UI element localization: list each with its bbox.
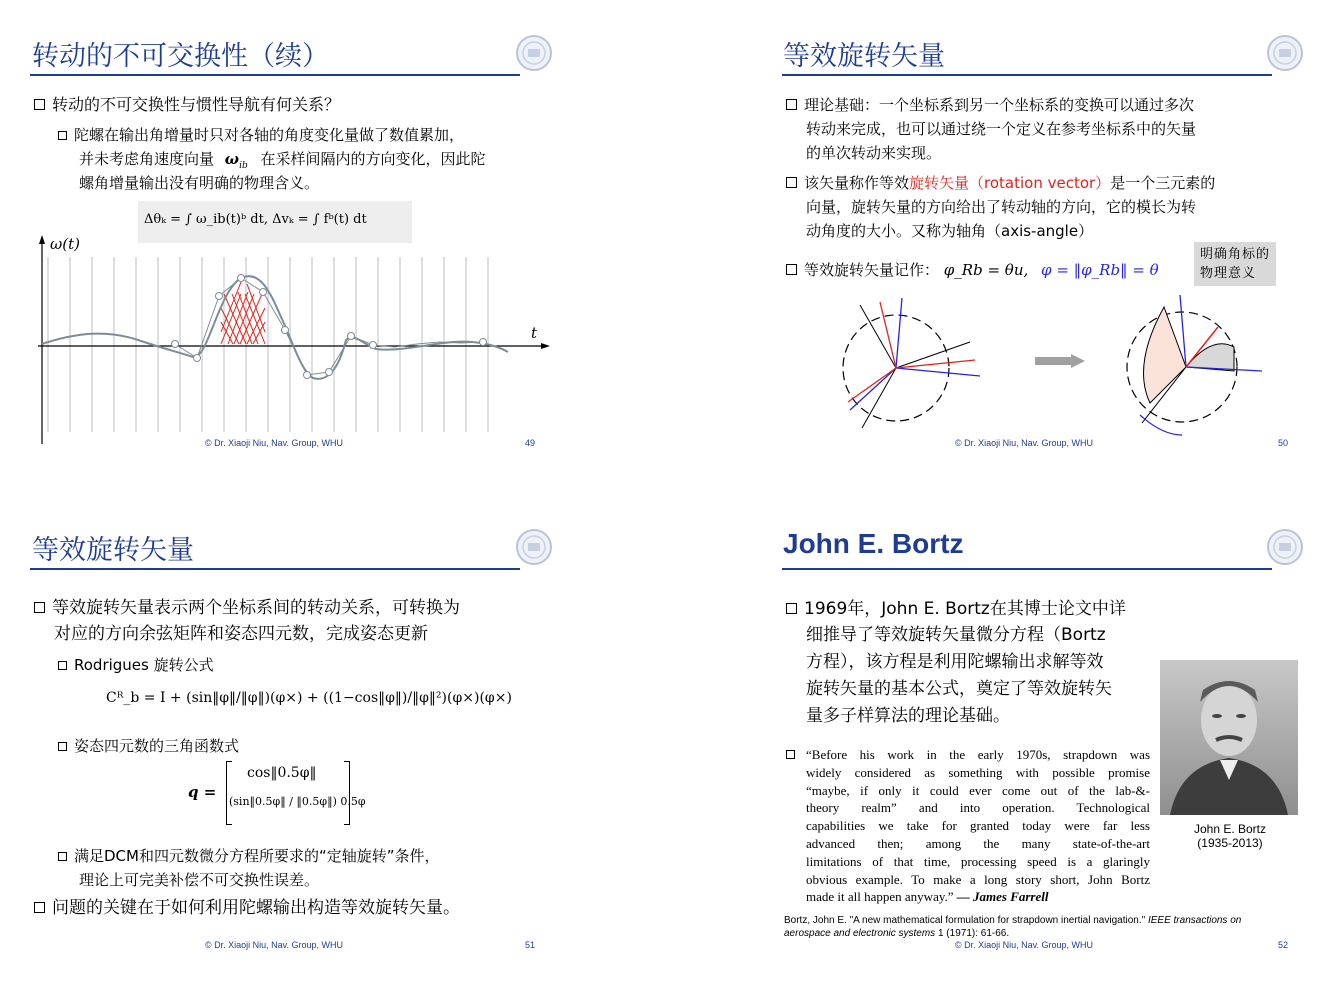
- rotation-diagram-after: [1122, 285, 1282, 445]
- title-underline: [782, 568, 1272, 570]
- university-logo-icon: [515, 34, 553, 72]
- sample-points: [172, 275, 487, 379]
- bullet-item: 转动的不可交换性与惯性导航有何关系？: [34, 93, 340, 117]
- y-axis-label: ω(t): [50, 235, 80, 253]
- quote-line: advanced then; among the many state-of-the-art: [806, 835, 1150, 851]
- signal-curve: [42, 276, 508, 379]
- quote-line: capabilities we take for granted today were far less: [806, 818, 1150, 834]
- bullet-square-icon: [34, 902, 45, 913]
- sampled-polyline: [175, 278, 483, 375]
- bullet-square-icon: [786, 750, 795, 759]
- slide-49: 转动的不可交换性（续） 转动的不可交换性与惯性导航有何关系？ 陀螺在输出角增量时只对各轴的角度变化量做了数值累加， 并未考虑角速度向量 $\omega_{ib}$ 在采样间隔内的方向变化，因此陀 螺角增量输出没有明确的物理含义。 Δθₖ = ∫ ω_ib(t)ᵇ dt, Δvₖ = ∫ fᵇ(t) dt ω(t) t © Dr. Xiaoji Niu, Nav. Group, WHU 49: [0, 0, 670, 493]
- quote-line: “Before his work in the early 1970s, strapdown was: [806, 747, 1150, 762]
- bullet-item: 1969年，John E. Bortz在其博士论文中详: [786, 596, 1126, 623]
- rotation-diagram-before: [830, 290, 990, 445]
- bullet-line: 的单次转动来实现。: [806, 144, 942, 162]
- sub-bullet-item: Rodrigues 旋转公式: [58, 653, 214, 677]
- title-underline: [30, 568, 520, 570]
- angular-rate-plot: [28, 232, 558, 447]
- bullet-square-icon: [786, 99, 797, 110]
- bullet-square-icon: [786, 603, 797, 614]
- sub-bullet-line: 螺角增量输出没有明确的物理含义。: [79, 174, 320, 192]
- bullet-line: 动角度的大小。又称为轴角（axis-angle）: [806, 222, 1094, 240]
- bullet-item: 该矢量称作等效旋转矢量（rotation vector）是一个三元素的: [786, 171, 1215, 195]
- sub-bullet-item: 陀螺在输出角增量时只对各轴的角度变化量做了数值累加，: [58, 123, 464, 147]
- quote-line: obvious example. To make a long story short, John Bortz: [806, 871, 1150, 887]
- quote-line: “maybe, if only it could ever come out of the lab-&-: [806, 782, 1150, 798]
- quaternion-scalar: cos‖0.5φ‖: [247, 765, 317, 781]
- title-underline: [30, 74, 520, 76]
- sub-bullet-item: 姿态四元数的三角函数式: [58, 734, 239, 758]
- slide-50: 等效旋转矢量 理论基础：一个坐标系到另一个坐标系的变换可以通过多次 转动来完成，也可以通过绕一个定义在参考坐标系中的矢量 的单次转动来实现。 该矢量称作等效旋转矢量（rotation vector）是一个三元素的 向量，旋转矢量的方向给出了转动轴的方向，它的模长为转 动角度的大小。又称为轴角（axis-angle） 等效旋转矢量记作： φ_Rb = θu, φ = ‖φ_Rb‖ = θ 明确角标的 物理意义 © Dr. Xiaoji Niu, Nav. Group, WHU 50: [670, 0, 1340, 493]
- quote-line: limitations of that time, processing speed is a glaringly: [806, 853, 1150, 869]
- bullet-item: 理论基础：一个坐标系到另一个坐标系的变换可以通过多次: [786, 93, 1194, 117]
- bullet-line: 转动来完成，也可以通过绕一个定义在参考坐标系中的矢量: [806, 120, 1197, 138]
- bullet-line: 向量，旋转矢量的方向给出了转动轴的方向，它的模长为转: [806, 198, 1197, 216]
- sampling-grid: [48, 257, 488, 432]
- slide-title: 等效旋转矢量: [32, 535, 194, 566]
- sub-bullet-item: 满足DCM和四元数微分方程所要求的“定轴旋转”条件，: [58, 844, 440, 868]
- bullet-square-icon: [58, 661, 67, 670]
- slide-title: 等效旋转矢量: [783, 41, 945, 72]
- quote-line: widely considered as something with possible promise: [806, 764, 1150, 780]
- citation: Bortz, John E. "A new mathematical formulation for strapdown inertial navigation." IEEE transactions on aerospace and electronic systems 1 (1971): 61-66.: [784, 915, 1242, 939]
- quaternion-formula: q = cos‖0.5φ‖ (sin‖0.5φ‖ / ‖0.5φ‖) 0.5φ: [188, 761, 368, 827]
- bullet-item: 问题的关键在于如何利用陀螺输出构造等效旋转矢量。: [34, 896, 460, 920]
- bullet-line: 量多子样算法的理论基础。: [806, 706, 1010, 726]
- sub-bullet-line: 理论上可完美补偿不可交换性误差。: [79, 871, 320, 889]
- bullet-line: 旋转矢量的基本公式，奠定了等效旋转矢: [806, 679, 1112, 699]
- integral-formula: Δθₖ = ∫ ω_ib(t)ᵇ dt, Δvₖ = ∫ fᵇ(t) dt: [144, 212, 367, 227]
- sub-bullet-line: 并未考虑角速度向量 $\omega_{ib}$ 在采样间隔内的方向变化，因此陀: [79, 150, 486, 171]
- farrell-quote: “Before his work in the early 1970s, strapdown was widely considered as something with possible promise “maybe, if only it could ever come out of the lab-&- theory realm” and into operation. Technological capabilities we take for granted today were far less advanced then; among the many state-of-the-art limitations of that time, processing speed is a glaringly obvious example. To make a long story short, John Bortz made it all happen anyway.” — James Farrell: [786, 746, 1150, 906]
- slide-title: John E. Bortz: [783, 528, 964, 559]
- university-logo-icon: [515, 528, 553, 566]
- bullet-item: 等效旋转矢量记作： φ_Rb = θu, φ = ‖φ_Rb‖ = θ: [786, 258, 1159, 282]
- arrow-right-icon: [1035, 354, 1085, 368]
- rotation-vector-term: 旋转矢量（rotation vector）: [909, 174, 1111, 192]
- university-logo-icon: [1266, 528, 1304, 566]
- bullet-line: 对应的方向余弦矩阵和姿态四元数，完成姿态更新: [54, 624, 428, 644]
- bullet-line: 细推导了等效旋转矢量微分方程（Bortz: [806, 625, 1106, 645]
- slide-title: 转动的不可交换性（续）: [32, 41, 329, 72]
- quaternion-vector: (sin‖0.5φ‖ / ‖0.5φ‖) 0.5φ: [229, 795, 366, 808]
- x-axis-label: t: [531, 324, 538, 342]
- portrait-image: [1160, 660, 1298, 815]
- bortz-portrait: [1160, 660, 1298, 815]
- bullet-square-icon: [58, 742, 67, 751]
- bullet-square-icon: [34, 602, 45, 613]
- university-logo-icon: [1266, 34, 1304, 72]
- bullet-square-icon: [58, 852, 67, 861]
- bullet-item: 等效旋转矢量表示两个坐标系间的转动关系，可转换为: [34, 596, 460, 620]
- hatched-area: [221, 282, 265, 344]
- bullet-square-icon: [58, 131, 67, 140]
- slide-51: 等效旋转矢量 等效旋转矢量表示两个坐标系间的转动关系，可转换为 对应的方向余弦矩阵和姿态四元数，完成姿态更新 Rodrigues 旋转公式 Cᴿ_b = I + (sin‖φ‖/‖φ‖)(φ×) + ((1−cos‖φ‖)/‖φ‖²)(φ×)(φ×) 姿态四元数的三角函数式 q = cos‖0.5φ‖ (sin‖0.5φ‖ / ‖0.5φ‖) 0.5φ 满足DCM和四元数微分方程所要求的“定轴旋转”条件， 理论上可完美补偿不可交换性误差。 问题的关键在于如何利用陀螺输出构造等效旋转矢量。 © Dr. Xiaoji Niu, Nav. Group, WHU 51: [0, 494, 670, 987]
- title-underline: [782, 74, 1272, 76]
- portrait-caption: John E. Bortz (1935-2013): [1193, 822, 1267, 850]
- bullet-square-icon: [34, 99, 45, 110]
- bullet-square-icon: [786, 264, 797, 275]
- slide-52: John E. Bortz 1969年，John E. Bortz在其博士论文中详 细推导了等效旋转矢量微分方程（Bortz 方程），该方程是利用陀螺输出求解等效 旋转矢量的基本公式，奠定了等效旋转矢 量多子样算法的理论基础。 “Before his work in the early 1970s, strapdown was widely considered as something with possible promise “maybe, if only it could ever come out of the lab-&- theory realm” and into operation. Technological capabilities we take for granted today were far less advanced then; among the many state-of-the-art limitations of that time, processing speed is a glaringly obvious example. To make a long story short, John Bortz made it all happen anyway.” — James Farrell John E. Bortz (1935-2013) Bortz, John E. "A new mathematical formulation for strapdown inertial navigation." IEEE transactions on aerospace and electronic systems 1 (1971): 61-66. © Dr. Xiaoji Niu, Nav. Group, WHU 52: [670, 494, 1340, 987]
- bullet-square-icon: [786, 177, 797, 188]
- rodrigues-formula: Cᴿ_b = I + (sin‖φ‖/‖φ‖)(φ×) + ((1−cos‖φ‖)/‖φ‖²)(φ×)(φ×): [106, 690, 512, 706]
- annotation-note: 明确角标的 物理意义: [1194, 242, 1276, 286]
- quote-line: theory realm” and into operation. Technological: [806, 800, 1150, 816]
- bullet-line: 方程），该方程是利用陀螺输出求解等效: [806, 652, 1104, 672]
